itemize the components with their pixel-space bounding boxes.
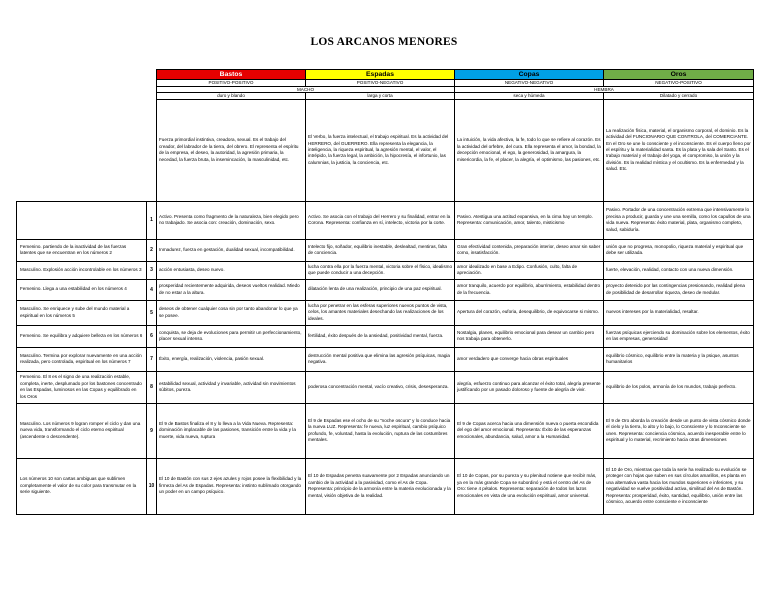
row-number: 10 (147, 458, 157, 514)
card-row-4 (17, 279, 754, 300)
cell-bastos: Inmadurez, fuerza en gestación, dualidad sexual, incompatibilidad. (157, 239, 306, 261)
cell-espadas: fertilidad, éxito después de la ansiedad, positividad mental, fuerza. (306, 325, 455, 347)
intro-copas: La intuición, la vida afectiva, la fe, todo lo que se refiere al corazón. Es la actividad del orfebre, del cura. Ella representa el amor, la bondad, la decepción emocional, el ego, la generosidad, la amargura, la misericordia, la fe, el placer, la alegría, el optimismo, las pasiones, etc. (455, 99, 604, 201)
card-row-1 (17, 201, 754, 239)
row-description: Masculino. Los números 9 logran romper el ciclo y dan una nueva vida, transformando el ciclo eterno espiritual (ascendente o descendente). (17, 403, 147, 458)
cell-oros: equilibrio cósmico, equilibrio entre la materia y la psique, asuntos humanitarios (604, 347, 754, 371)
cell-espadas: lucha por penetrar en las esferas superiores nuevos puntos de vista, celos, los amantes materiales desechando las realizaciones de los ideales. (306, 300, 455, 325)
cell-copas: amor idealizado en base a Edipo. Confusión, culto, falta de apreciación. (455, 261, 604, 279)
card-row-3 (17, 261, 754, 279)
card-row-6 (17, 325, 754, 347)
row-description: Femenino. Se equilibra y adquiere belleza en los números 6 (17, 325, 147, 347)
cell-copas: amor tranquilo, acuerdo por equilibrio, aburrimiento, estabilidad dentro de la frecuencia. (455, 279, 604, 300)
cell-espadas: El 10 de Espadas penetra suavamente por 2 Espadas anunciando un cambio de la actividad a la pasividad, como el As de Copa. Representa: principio de la armonía entre la materia evolucionada y la mental, visión objetiva de la realidad. (306, 458, 455, 514)
row-number: 7 (147, 347, 157, 371)
cell-oros: nuevos intereses por la materialidad, resaltar. (604, 300, 754, 325)
cell-bastos: deseos de obtener cualquier cosa sin por tanto abandonar lo que ya se posee. (157, 300, 306, 325)
cell-bastos: conquista, se deja de evoluciones para permitir un perfeccionamiento, placer sexual intenso. (157, 325, 306, 347)
cell-bastos: El 10 de Bastón con sus 2 ejes azules y rojos posee la flexibilidad y la firmeza del As de Espadas. Representa: instinto sublimado otorgando un poder en un campo psíquico. (157, 458, 306, 514)
card-rows (17, 201, 754, 514)
cell-copas: Gran efectividad contenida, preparación interior, deseo amar sin saber como, insatisfacción. (455, 239, 604, 261)
row-number: 6 (147, 325, 157, 347)
row-number: 4 (147, 279, 157, 300)
cell-copas: Pasivo. Atestigua una actitud expansiva, en la cima hay un templo. Representa: comunicación, amor, talento, misticismo (455, 201, 604, 239)
cell-copas: El 9 de Copas acerca hacia una dimensión nueva o puerta escondida del ego del amor emocional. Representa: Éxito de las esperanzas emocionales, abundancia, salud, amor a la Humanidad. (455, 403, 604, 458)
cell-oros: fuerte, elevación, realidad, contacto con una nueva dimensión. (604, 261, 754, 279)
quality-espadas: larga y corta (306, 93, 455, 100)
cell-bastos: prosperidad recientemente adquirida, deseos vueltos realidad. Miedo de no estar a la altura. (157, 279, 306, 300)
cell-oros: El 10 de Oro, mientras que toda la serie ha realizado su evolución se proteger con hojas que suben en sus círculos amarillos, es planta en una alternativa vasta hacia los mundos superiores e inferiores, y su negatividad se vuelve positividad activa, similitud del As de Bastón. Representa: prosperidad, éxito, santidad, equilibrio, unión entre las cósmico, acuerdo entre consciente e inconsciente (604, 458, 754, 514)
cell-bastos: Activo. Presenta como fragmento de la naturaleza, bien elegido pero no trabajado. Se asocia con: creación, dominación, sexo. (157, 201, 306, 239)
card-row-10 (17, 458, 754, 514)
intro-oros: La realización física, material, el organismo corporal, el dominio. Es la actividad del FUNCIONARIO QUE CONTROLA, del COMERCIANTE. En el Oro se une lo consciente y el inconsciente. Es el cuerpo lleno por el espíritu y la materialidad santa. Es la plata y la sala del Santo. Es el trabajo material y el trabajo del yoga, el compromiso, la unión y la división. Es la realidad mística y el ocultismo. Es la enfermedad y la salud. Etc. (604, 99, 754, 201)
arcanos-table (16, 69, 754, 515)
cell-espadas: dilatación lenta de una realización, principio de una paz espiritual. (306, 279, 455, 300)
cell-bastos: El 9 de Bastos finaliza el 8 y lo lleva a la Vida Nueva. Representa: dominación implacable de las pasiones, transición entre la vida y la muerte, vida nueva, ruptura (157, 403, 306, 458)
row-number: 8 (147, 371, 157, 403)
card-row-9 (17, 403, 754, 458)
gender-macho: MACHO (157, 86, 455, 93)
quality-bastos: duro y blando (157, 93, 306, 100)
cell-oros: El 9 de Oro aborda la creación desde un punto de vista cósmico donde el cielo y la tierra, lo alto y lo bajo, lo Consciente y lo Inconsciente se unen. Representa: conciencia cósmica, acuerdo inesperable entre lo espiritual y lo material, recrimiento hacia otras dimensiones (604, 403, 754, 458)
row-number: 9 (147, 403, 157, 458)
quality-oros: Dilatado y cerrado (604, 93, 754, 100)
row-description: Masculino. Explosión acción incontrolable en los números 3 (17, 261, 147, 279)
card-row-7 (17, 347, 754, 371)
row-number: 1 (147, 201, 157, 239)
polarity-oros: NEGATIVO-POSITIVO (604, 80, 754, 87)
cell-copas: amor verdadero que converge hacia obras espirituales (455, 347, 604, 371)
cell-oros: Pasivo. Portador de una concentración extrema que intensivamente lo precisa a producir, guarda y une una semilla, como los capullos de una vida nueva. Representa: éxito material, plata, organismo completo, salud, sabiduría. (604, 201, 754, 239)
cell-oros: equilibrio de los polos, armonía de los mundos, trabajo perfecto. (604, 371, 754, 403)
row-number: 2 (147, 239, 157, 261)
row-description: Masculino. Se enriquece y sube del mundo material a espiritual en los números 5 (17, 300, 147, 325)
row-description (17, 201, 147, 239)
cell-copas: Nostalgia, planes, equilibrio emocional para desear un cambio pero nos trabaja para obtenerlo. (455, 325, 604, 347)
cell-espadas: poderosa concentración mental, vacío creativo, crisis, desesperanza. (306, 371, 455, 403)
cell-espadas: Activo. Se asocia con el trabajo del Herrero y su finalidad, entrar en la Corona. Representa: confianza en sí, intelecto, victoria por la corte. (306, 201, 455, 239)
cell-bastos: acción entusiasta, deseo nuevo. (157, 261, 306, 279)
row-description: Masculino. Termina por explorar nuevamente en una acción realizada, pero controlada, espiritual en los números 7 (17, 347, 147, 371)
cell-espadas: El 9 de Espadas ese el ocho de su "noche oscura" y lo conduce hacia la nueva LUZ. Representa: fe nueva, luz espiritual, cambio psíquico profundo, fe, voluntad, hasta la evolución, ruptura de las costumbres mentales. (306, 403, 455, 458)
quality-copas: seca y húmeda (455, 93, 604, 100)
cell-oros: unión que no progresa, monopolio, riqueza material y espiritual que debe ser utilizada. (604, 239, 754, 261)
cell-espadas: lucha contra ella por la fuerza mental, victoria sobre el físico, idealismo que puede conducir a una decepción. (306, 261, 455, 279)
row-description: Femenino. partiendo de la inactividad de las fuerzas latentes que se encuentran en los números 2 (17, 239, 147, 261)
polarity-copas: NEGATIVO-NEGATIVO (455, 80, 604, 87)
cell-espadas: destrucción mental positiva que elimina las agresión psíquicas, magia negativa. (306, 347, 455, 371)
row-description: Femenino. El 8 es el signo de una realización estable, completa, inerte, desplumado por los bastones concentrado en las Espadas, luminosos en las Copas y equilibrado en los Oros (17, 371, 147, 403)
cell-oros: proyecto detenido por las contingencias presionando, realidad plena de posibilidad de desarrollar riqueza, deseo de medular. (604, 279, 754, 300)
cell-bastos: Éxito, energía, realización, violencia, pasión sexual. (157, 347, 306, 371)
suit-header-copas: Copas (455, 70, 604, 80)
cell-oros: fuerzas psíquicas ejerciendo su dominación sobre los elementos, éxito en las empresas, generosidad (604, 325, 754, 347)
cell-espadas: Intelecto fijo, soñador, equilibrio inestable, deslealtad, mentiras, falta de conciencia. (306, 239, 455, 261)
polarity-bastos: POSITIVO-POSITIVO (157, 80, 306, 87)
card-row-2 (17, 239, 754, 261)
suit-header-espadas: Espadas (306, 70, 455, 80)
card-row-8 (17, 371, 754, 403)
card-row-5 (17, 300, 754, 325)
page-title: LOS ARCANOS MENORES (310, 36, 458, 48)
cell-copas: Apertura del corazón, euforia, desequilibrio, de equivocarse si mismo. (455, 300, 604, 325)
intro-bastos: Fuerza primordial instintiva, creadora, sexual. Es el trabajo del creador, del labrador de la tierra, del obrero. El representa el espíritu de la empresa, el deseo, la autoridad, la agresión primaria, la necedad, la fuerza bruta, la insemincación, la masculinidad, etc. (157, 99, 306, 201)
cell-copas: El 10 de Copas, por su pureza y su plenitud notiene que recibir más, ya en la más grande Copa se subordinó y está el centro del As de Oro: tiene 4 pétalos. Representa: separación de todos los lazos emocionales en vista de una evolución espiritual, amor universal. (455, 458, 604, 514)
gender-hembra: HEMBRA (455, 86, 754, 93)
intro-espadas: El Verbo, la fuerza intelectual, el trabajo espiritual. Es la actividad del HERRERO, del GUERRERO. Ella representa la elegancia, la inteligencia, la riqueza espiritual, la agresión mental, el valor, el intrépido, la fuerza legal, la ambición, la hipocresía, el infortunio, las calumnias, la justicia, la conciencia, etc. (306, 99, 455, 201)
row-description: Los números 10 son cartas ambiguas que sublimen completamente el valor de su color para transmutar en la serie siguiente. (17, 458, 147, 514)
corner-blank (17, 70, 157, 202)
row-number: 5 (147, 300, 157, 325)
polarity-espadas: POSITIVO-NEGATIVO (306, 80, 455, 87)
row-description: Femenino. Llega a una estabilidad en los números 4 (17, 279, 147, 300)
cell-bastos: estabilidad sexual, actividad y invariable, actividad sin movimientos súbitos, pureza. (157, 371, 306, 403)
suit-header-row (17, 70, 754, 80)
row-number: 3 (147, 261, 157, 279)
suit-header-oros: Oros (604, 70, 754, 80)
cell-copas: alegría, esfuerzo continuo para alcanzar el éxito total, alegría presente justificando por un pasado doloroso y fuente de alegría de vivir. (455, 371, 604, 403)
suit-header-bastos: Bastos (157, 70, 306, 80)
